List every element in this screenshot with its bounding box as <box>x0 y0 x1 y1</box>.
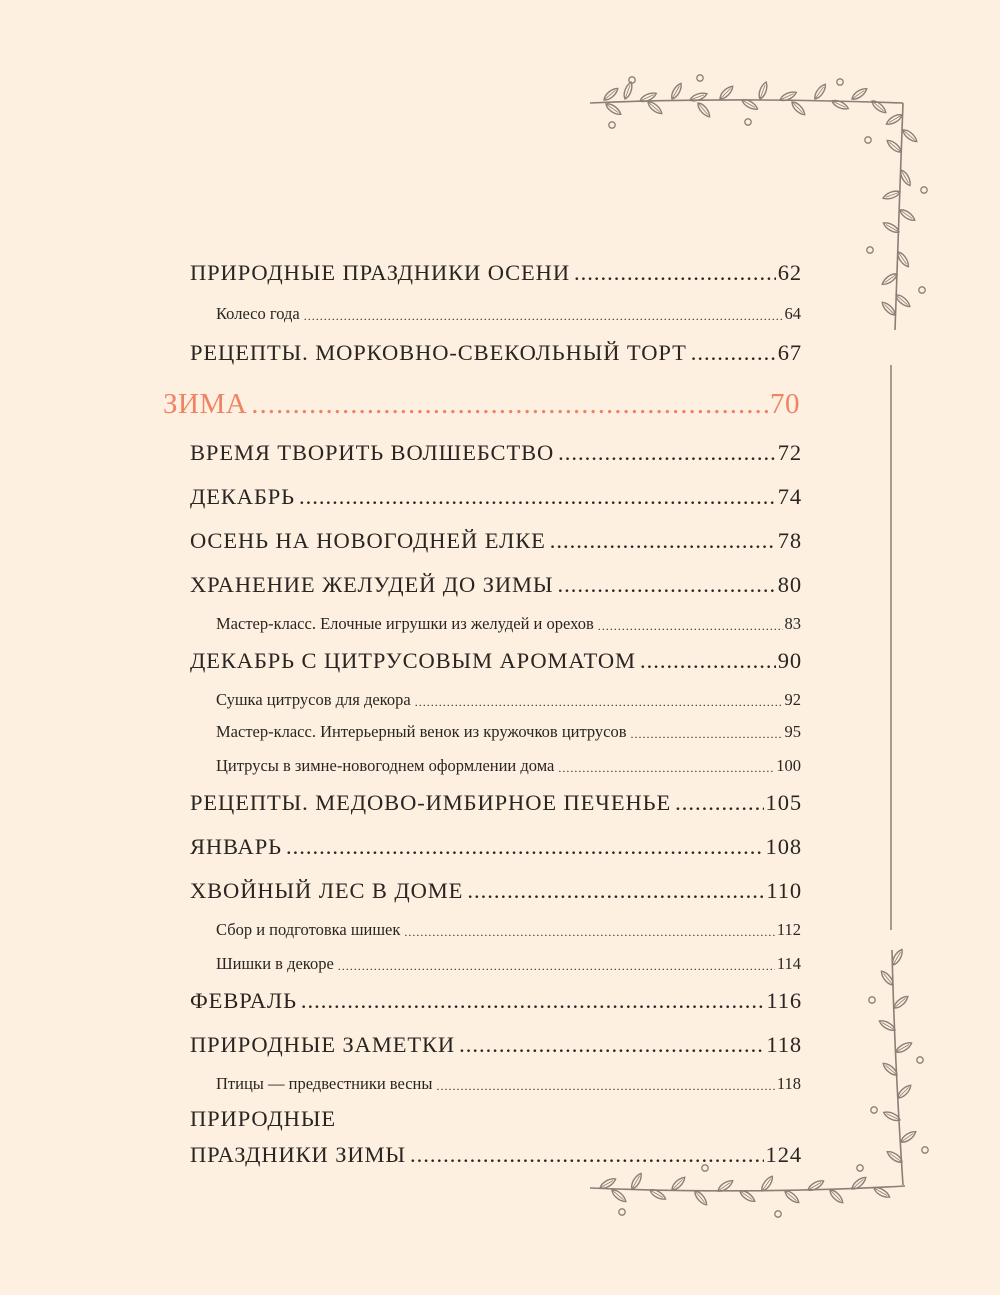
toc-entry-page: 67 <box>777 340 802 365</box>
toc-subentry-title: Птицы — предвестники весны <box>216 1074 433 1093</box>
toc-subentry-title: Колесо года <box>216 304 300 323</box>
dot-leader <box>557 572 775 598</box>
toc-subentry-page: 83 <box>784 614 801 633</box>
toc-entry-title: ВРЕМЯ ТВОРИТЬ ВОЛШЕБСТВО <box>190 440 555 465</box>
toc-entry-page: 124 <box>765 1142 802 1167</box>
toc-entry-page: 80 <box>777 572 802 597</box>
toc-subentry-title: Цитрусы в зимне-новогоднем оформлении дома <box>216 756 555 775</box>
dot-leader <box>338 959 775 974</box>
toc-subentry <box>216 690 801 710</box>
dot-leader <box>301 988 764 1014</box>
toc-entry-title: РЕЦЕПТЫ. МЕДОВО-ИМБИРНОЕ ПЕЧЕНЬЕ <box>190 790 672 815</box>
dot-leader <box>436 1079 774 1094</box>
toc-season-title: ЗИМА <box>163 388 248 420</box>
toc-entry <box>190 834 802 860</box>
toc-subentry-page: 64 <box>784 304 801 323</box>
toc-entry <box>190 484 802 510</box>
toc-entry-title: ХРАНЕНИЕ ЖЕЛУДЕЙ ДО ЗИМЫ <box>190 572 554 597</box>
dot-leader <box>251 388 768 421</box>
toc-entry-page: 118 <box>766 1032 802 1057</box>
dot-leader <box>467 878 764 904</box>
dot-leader <box>404 925 774 940</box>
toc-entry-page: 62 <box>777 260 802 285</box>
dot-leader <box>299 484 776 510</box>
toc-entry-page: 72 <box>777 440 802 465</box>
toc-entry-page: 110 <box>766 878 802 903</box>
toc-subentry-page: 92 <box>784 690 801 709</box>
toc-entry-page: 78 <box>777 528 802 553</box>
toc-subentry-page: 114 <box>776 954 801 973</box>
toc-subentry <box>216 756 801 776</box>
dot-leader <box>459 1032 764 1058</box>
dot-leader <box>574 260 776 286</box>
toc-entry <box>190 1032 802 1058</box>
toc-entry-title: ПРАЗДНИКИ ЗИМЫ <box>190 1142 406 1167</box>
toc-entry-title-line1: ПРИРОДНЫЕ <box>190 1106 336 1131</box>
toc-entry <box>190 790 802 816</box>
toc-subentry-page: 112 <box>776 920 801 939</box>
dot-leader <box>550 528 776 554</box>
dot-leader <box>691 340 776 366</box>
toc-subentry-title: Мастер-класс. Интерьерный венок из кружочков цитрусов <box>216 722 627 741</box>
toc-entry <box>190 440 802 466</box>
toc-subentry-page: 95 <box>784 722 801 741</box>
toc-entry <box>190 528 802 554</box>
toc-entry-title: РЕЦЕПТЫ. МОРКОВНО-СВЕКОЛЬНЫЙ ТОРТ <box>190 340 687 365</box>
dot-leader <box>304 309 783 324</box>
toc-subentry-title: Шишки в декоре <box>216 954 334 973</box>
dot-leader <box>631 727 783 742</box>
dot-leader <box>598 619 783 634</box>
toc-entry-title: ПРИРОДНЫЕ ПРАЗДНИКИ ОСЕНИ <box>190 260 570 285</box>
toc-entry <box>190 340 802 366</box>
toc-entry <box>190 878 802 904</box>
toc-entry-title: ПРИРОДНЫЕ ЗАМЕТКИ <box>190 1032 456 1057</box>
toc-subentry <box>216 1074 801 1094</box>
dot-leader <box>415 695 783 710</box>
dot-leader <box>286 834 764 860</box>
toc-subentry <box>216 954 801 974</box>
toc-subentry <box>216 722 801 742</box>
toc-subentry <box>216 920 801 940</box>
toc-entry <box>190 988 802 1014</box>
toc-entry-title: ЯНВАРЬ <box>190 834 282 859</box>
toc-entry-page: 90 <box>777 648 802 673</box>
toc-entry-page: 108 <box>765 834 802 859</box>
toc-entry <box>190 1142 802 1168</box>
toc-subentry <box>216 614 801 634</box>
toc-season-heading <box>163 388 800 421</box>
toc-entry-title: ФЕВРАЛЬ <box>190 988 297 1013</box>
dot-leader <box>558 761 774 776</box>
toc-entry-title: ДЕКАБРЬ С ЦИТРУСОВЫМ АРОМАТОМ <box>190 648 636 673</box>
toc-season-page: 70 <box>770 388 800 420</box>
toc-subentry-title: Сбор и подготовка шишек <box>216 920 401 939</box>
toc-entry <box>190 572 802 598</box>
toc-subentry-title: Мастер-класс. Елочные игрушки из желудей и орехов <box>216 614 594 633</box>
toc-entry <box>190 260 802 286</box>
toc-entry <box>190 648 802 674</box>
toc-subentry-page: 118 <box>776 1074 801 1093</box>
toc-subentry <box>216 304 801 324</box>
toc-entry-title: ОСЕНЬ НА НОВОГОДНЕЙ ЕЛКЕ <box>190 528 546 553</box>
dot-leader <box>675 790 763 816</box>
toc-subentry-title: Сушка цитрусов для декора <box>216 690 411 709</box>
toc-entry-title: ДЕКАБРЬ <box>190 484 296 509</box>
toc-entry-page: 105 <box>765 790 802 815</box>
toc-entry-page: 74 <box>777 484 802 509</box>
dot-leader <box>640 648 776 674</box>
dot-leader <box>558 440 776 466</box>
toc-subentry-page: 100 <box>776 756 801 775</box>
toc-entry-title: ХВОЙНЫЙ ЛЕС В ДОМЕ <box>190 878 464 903</box>
dot-leader <box>410 1142 764 1168</box>
toc-entry-page: 116 <box>766 988 802 1013</box>
